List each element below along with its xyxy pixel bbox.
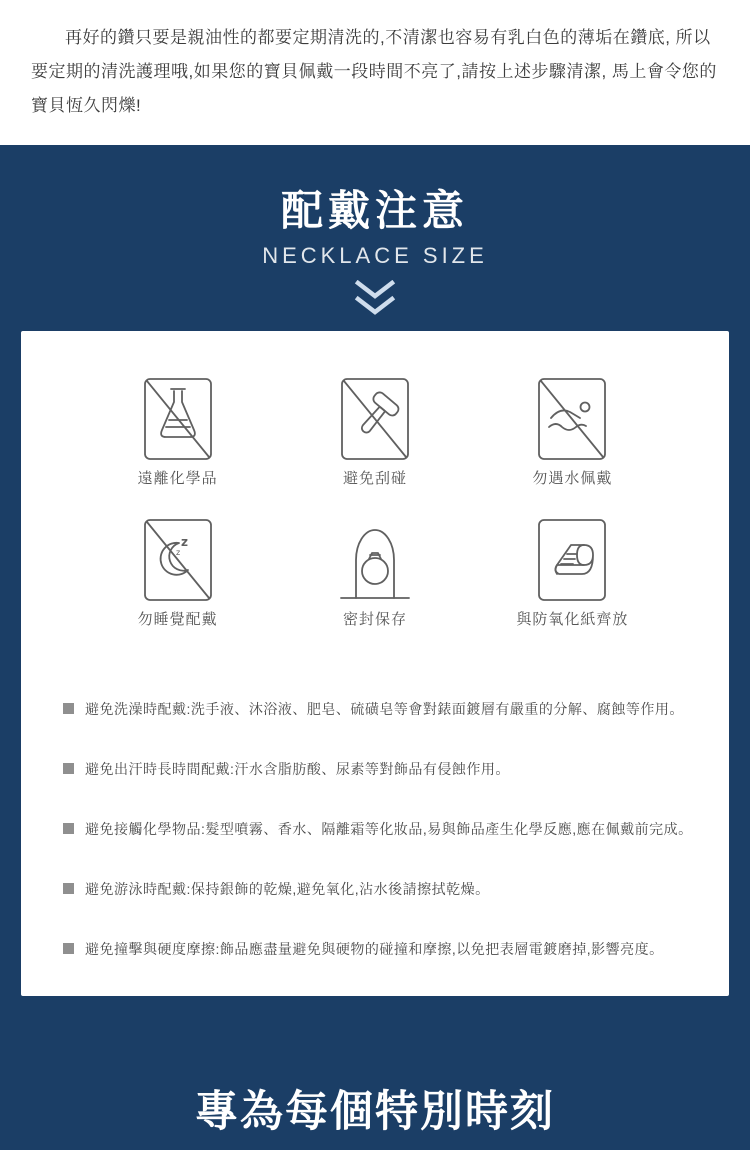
bullet-square-icon [63,943,74,954]
bullet-square-icon [63,703,74,714]
footer-title: 專為每個特別時刻 [195,1088,555,1136]
care-icon-label: 密封保存 [342,611,407,628]
care-bullet-item [63,819,691,839]
care-bullet-text: 避免出汗時長時間配戴:汗水含脂肪酸、尿素等對飾品有侵蝕作用。 [85,761,510,777]
care-bullet-text: 避免洗澡時配戴:洗手液、沐浴液、肥皂、硫磺皂等會對錶面鍍層有嚴重的分解、腐蝕等作用。 [85,701,684,717]
no-hammer-scratch-icon [340,377,410,461]
care-icon-label: 遠離化學品 [137,470,218,487]
sealed-dome-ring-icon [340,518,410,602]
svg-text:z: z [180,535,188,549]
care-icon-cell [340,518,410,629]
care-bullet-text: 避免撞擊與硬度摩擦:飾品應盡量避免與硬物的碰撞和摩擦,以免把表層電鍍磨掉,影響亮度。 [85,941,664,957]
no-sleeping-moon-icon [143,518,213,602]
svg-text:z: z [175,548,180,557]
care-bullet-item [63,939,691,959]
care-icon-label: 避免刮碰 [342,470,407,487]
care-icon-label: 勿睡覺配戴 [137,611,218,628]
care-bullet-text: 避免接觸化學物品:髮型噴霧、香水、隔離霜等化妝品,易與飾品產生化學反應,應在佩戴前完成。 [85,821,693,837]
care-icon-grid [21,331,729,629]
section-subtitle: NECKLACE SIZE [262,243,488,268]
chevron-down-icon [0,280,750,318]
care-bullet-text: 避免游泳時配戴:保持銀飾的乾燥,避免氧化,沾水後請擦拭乾燥。 [85,881,490,897]
care-icon-label: 勿遇水佩戴 [532,470,613,487]
no-swimming-icon [537,377,607,461]
section-title: 配戴注意 [280,187,469,234]
bullet-square-icon [63,823,74,834]
no-chemicals-flask-icon [143,377,213,461]
care-icon-cell [138,377,218,488]
care-icon-label: 與防氧化紙齊放 [516,611,629,628]
care-instructions-card [21,331,729,996]
care-icon-cell [138,518,218,629]
wear-notice-section [0,145,750,1150]
care-bullet-item [63,759,691,779]
bullet-square-icon [63,883,74,894]
intro-paragraph: 再好的鑽只要是親油性的都要定期清洗的,不清潔也容易有乳白色的薄垢在鑽底, 所以要定期的清洗護理哦,如果您的寶貝佩戴一段時間不亮了,請按上述步驟清潔, 馬上會令您的寶貝恆久閃爍! [31,28,717,115]
care-bullet-item [63,699,691,719]
care-bullet-item [63,879,691,899]
care-icon-cell [532,377,612,488]
care-icon-cell [340,377,410,488]
anti-oxidation-paper-icon [537,518,607,602]
bullet-square-icon [63,763,74,774]
care-bullet-list [21,699,729,996]
care-icon-cell [516,518,628,629]
